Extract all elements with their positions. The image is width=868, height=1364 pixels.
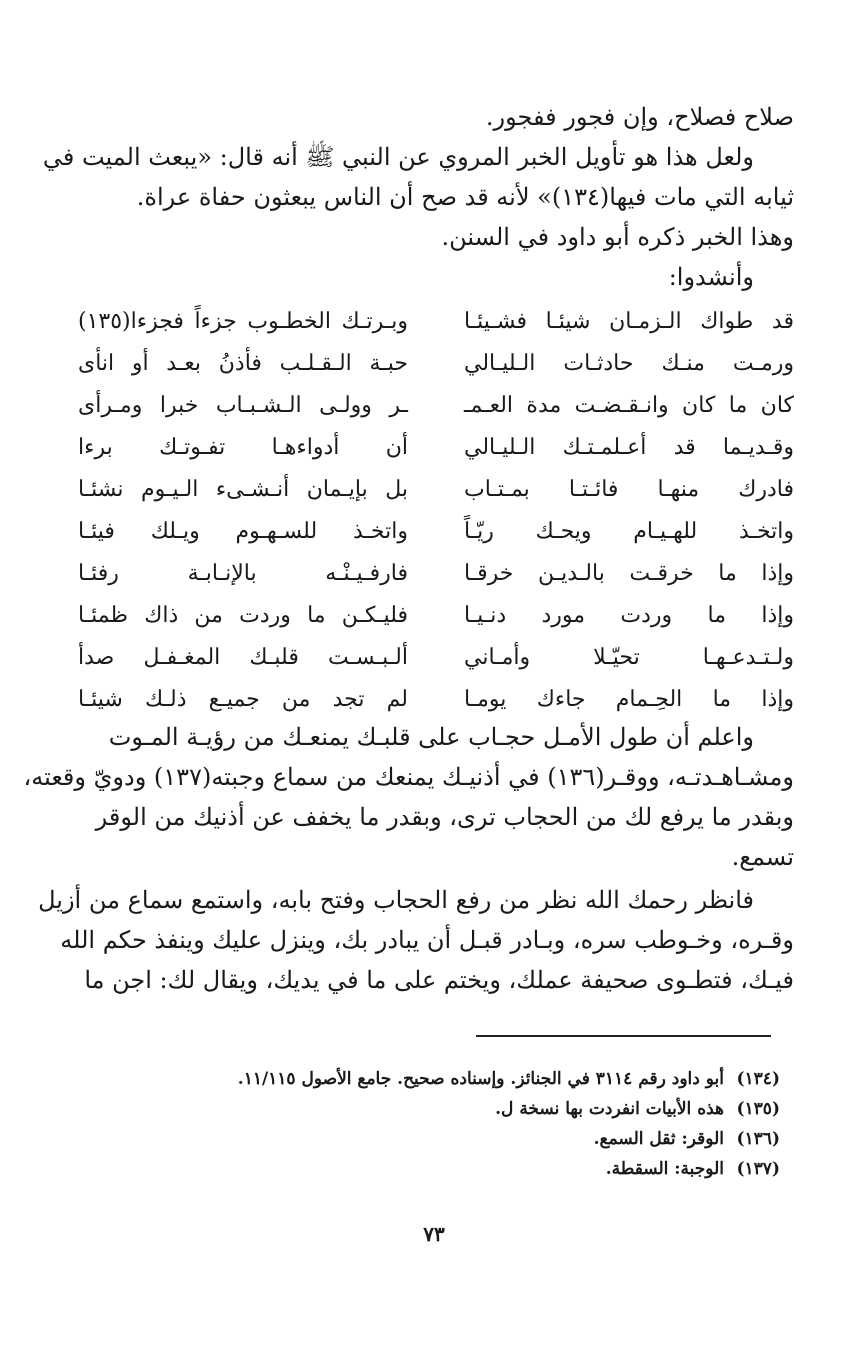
footnote-number: (١٣٤): [736, 1069, 780, 1089]
footnote-separator: [476, 1035, 771, 1037]
text-line: واعلم أن طول الأمـل حجـاب على قلبـك يمنعـك من رؤيـة المـوت: [108, 723, 754, 751]
footnotes: [78, 1064, 780, 1184]
verse-first-hemistich: ولـتـدعـهـا تحيّـلا وأمـاني: [464, 644, 794, 670]
verse-second-hemistich: ألـبـسـت قلبـك المغـفـل صدأ: [78, 644, 408, 670]
text-line: ثيابه التي مات فيها(١٣٤)» لأنه قد صح أن الناس يبعثون حفاة عراة.: [136, 183, 794, 211]
poem-verse: [78, 300, 794, 342]
verse-second-hemistich: واتخـذ للسـهـوم ويـلك فيئـا: [78, 518, 408, 544]
poem-verse: [78, 552, 794, 594]
verse-first-hemistich: واتخـذ للهـيـام ويحـك ريّـاً: [464, 518, 794, 544]
text-line: وأنشدوا:: [668, 263, 754, 291]
opening-paragraph: [42, 97, 794, 297]
verse-second-hemistich: بل بإيـمان أنـشـىء الـيـوم نشئـا: [78, 476, 408, 502]
verse-first-hemistich: وإذا ما وردت مورد دنـيـا: [464, 602, 794, 628]
verse-second-hemistich: أن أدواءهـا تفـوتـك برءا: [78, 434, 408, 460]
verse-first-hemistich: ورمـت منـك حادثـات الـليـالي: [464, 350, 794, 376]
text-line: وهذا الخبر ذكره أبو داود في السنن.: [441, 223, 794, 251]
page-number: ٧٣: [423, 1222, 445, 1246]
footnote: [78, 1064, 780, 1094]
footnote-text: أبو داود رقم ٣١١٤ في الجنائز. وإسناده صحيح. جامع الأصول ١١/١١٥.: [237, 1069, 724, 1089]
poem: [78, 300, 794, 720]
poem-verse: [78, 426, 794, 468]
footnote-text: الوجبة: السقطة.: [605, 1159, 724, 1179]
verse-second-hemistich: حبـة الـقـلـب فأذنُ بعـد أو انأى: [78, 350, 408, 376]
paragraph-hope: [23, 717, 794, 877]
poem-verse: [78, 384, 794, 426]
text-line: وقـره، وخـوطب سره، وبـادر قبـل أن يبادر بك، وينزل عليك وينفذ حكم الله: [60, 926, 794, 954]
verse-second-hemistich: وبـرتـك الخطـوب جزءاً فجزءا(١٣٥): [78, 308, 408, 334]
poem-verse: [78, 468, 794, 510]
text-line: فانظر رحمك الله نظر من رفع الحجاب وفتح بابه، واستمع سماع من أزيل: [38, 886, 754, 914]
text-line: وبقدر ما يرفع لك من الحجاب ترى، وبقدر ما يخفف عن أذنيك من الوقر: [95, 803, 794, 831]
text-line: فيـك، فتطـوى صحيفة عملك، ويختم على ما في يديك، ويقال لك: اجن ما: [84, 966, 794, 994]
poem-verse: [78, 342, 794, 384]
verse-first-hemistich: قد طواك الـزمـان شيئـا فشـيئـا: [464, 308, 794, 334]
poem-verse: [78, 594, 794, 636]
poem-verse: [78, 510, 794, 552]
poem-verse: [78, 678, 794, 720]
paragraph-reflection: [38, 880, 794, 1000]
footnote-number: (١٣٥): [736, 1099, 780, 1119]
verse-second-hemistich: فليـكـن ما وردت من ذاك ظمئـا: [78, 602, 408, 628]
verse-first-hemistich: كان ما كان وانـقـضـت مدة العـمـ: [464, 392, 794, 418]
verse-first-hemistich: فادرك منهـا فائـتـا بمـتـاب: [464, 476, 794, 502]
text-line: صلاح فصلاح، وإن فجور ففجور.: [485, 103, 794, 131]
poem-verse: [78, 636, 794, 678]
verse-second-hemistich: لم تجد من جميـع ذلـك شيئـا: [78, 686, 408, 712]
footnote-text: هذه الأبيات انفردت بها نسخة ل.: [495, 1099, 724, 1119]
text-line: تسمع.: [731, 843, 794, 871]
footnote: [78, 1154, 780, 1184]
verse-first-hemistich: وقـديـما قد أعـلمـتـك الـليـالي: [464, 434, 794, 460]
verse-second-hemistich: ـر وولـى الـشـبـاب خبرا ومـرأى: [78, 392, 408, 418]
verse-first-hemistich: وإذا ما خرقـت بالـديـن خرقـا: [464, 560, 794, 586]
footnote-text: الوقر: ثقل السمع.: [593, 1129, 724, 1149]
verse-second-hemistich: فارفـيـنْـه بالإنـابـة رفئـا: [78, 560, 408, 586]
footnote: [78, 1124, 780, 1154]
text-line: ولعل هذا هو تأويل الخبر المروي عن النبي ﷺ أنه قال: «يبعث الميت في: [42, 143, 754, 171]
footnote-number: (١٣٧): [736, 1159, 780, 1179]
text-line: ومشـاهـدتـه، ووقـر(١٣٦) في أذنيـك يمنعك من سماع وجبته(١٣٧) ودويّ وقعته،: [23, 763, 794, 791]
verse-first-hemistich: وإذا ما الحِـمام جاءك يومـا: [464, 686, 794, 712]
footnote-number: (١٣٦): [736, 1129, 780, 1149]
footnote: [78, 1094, 780, 1124]
